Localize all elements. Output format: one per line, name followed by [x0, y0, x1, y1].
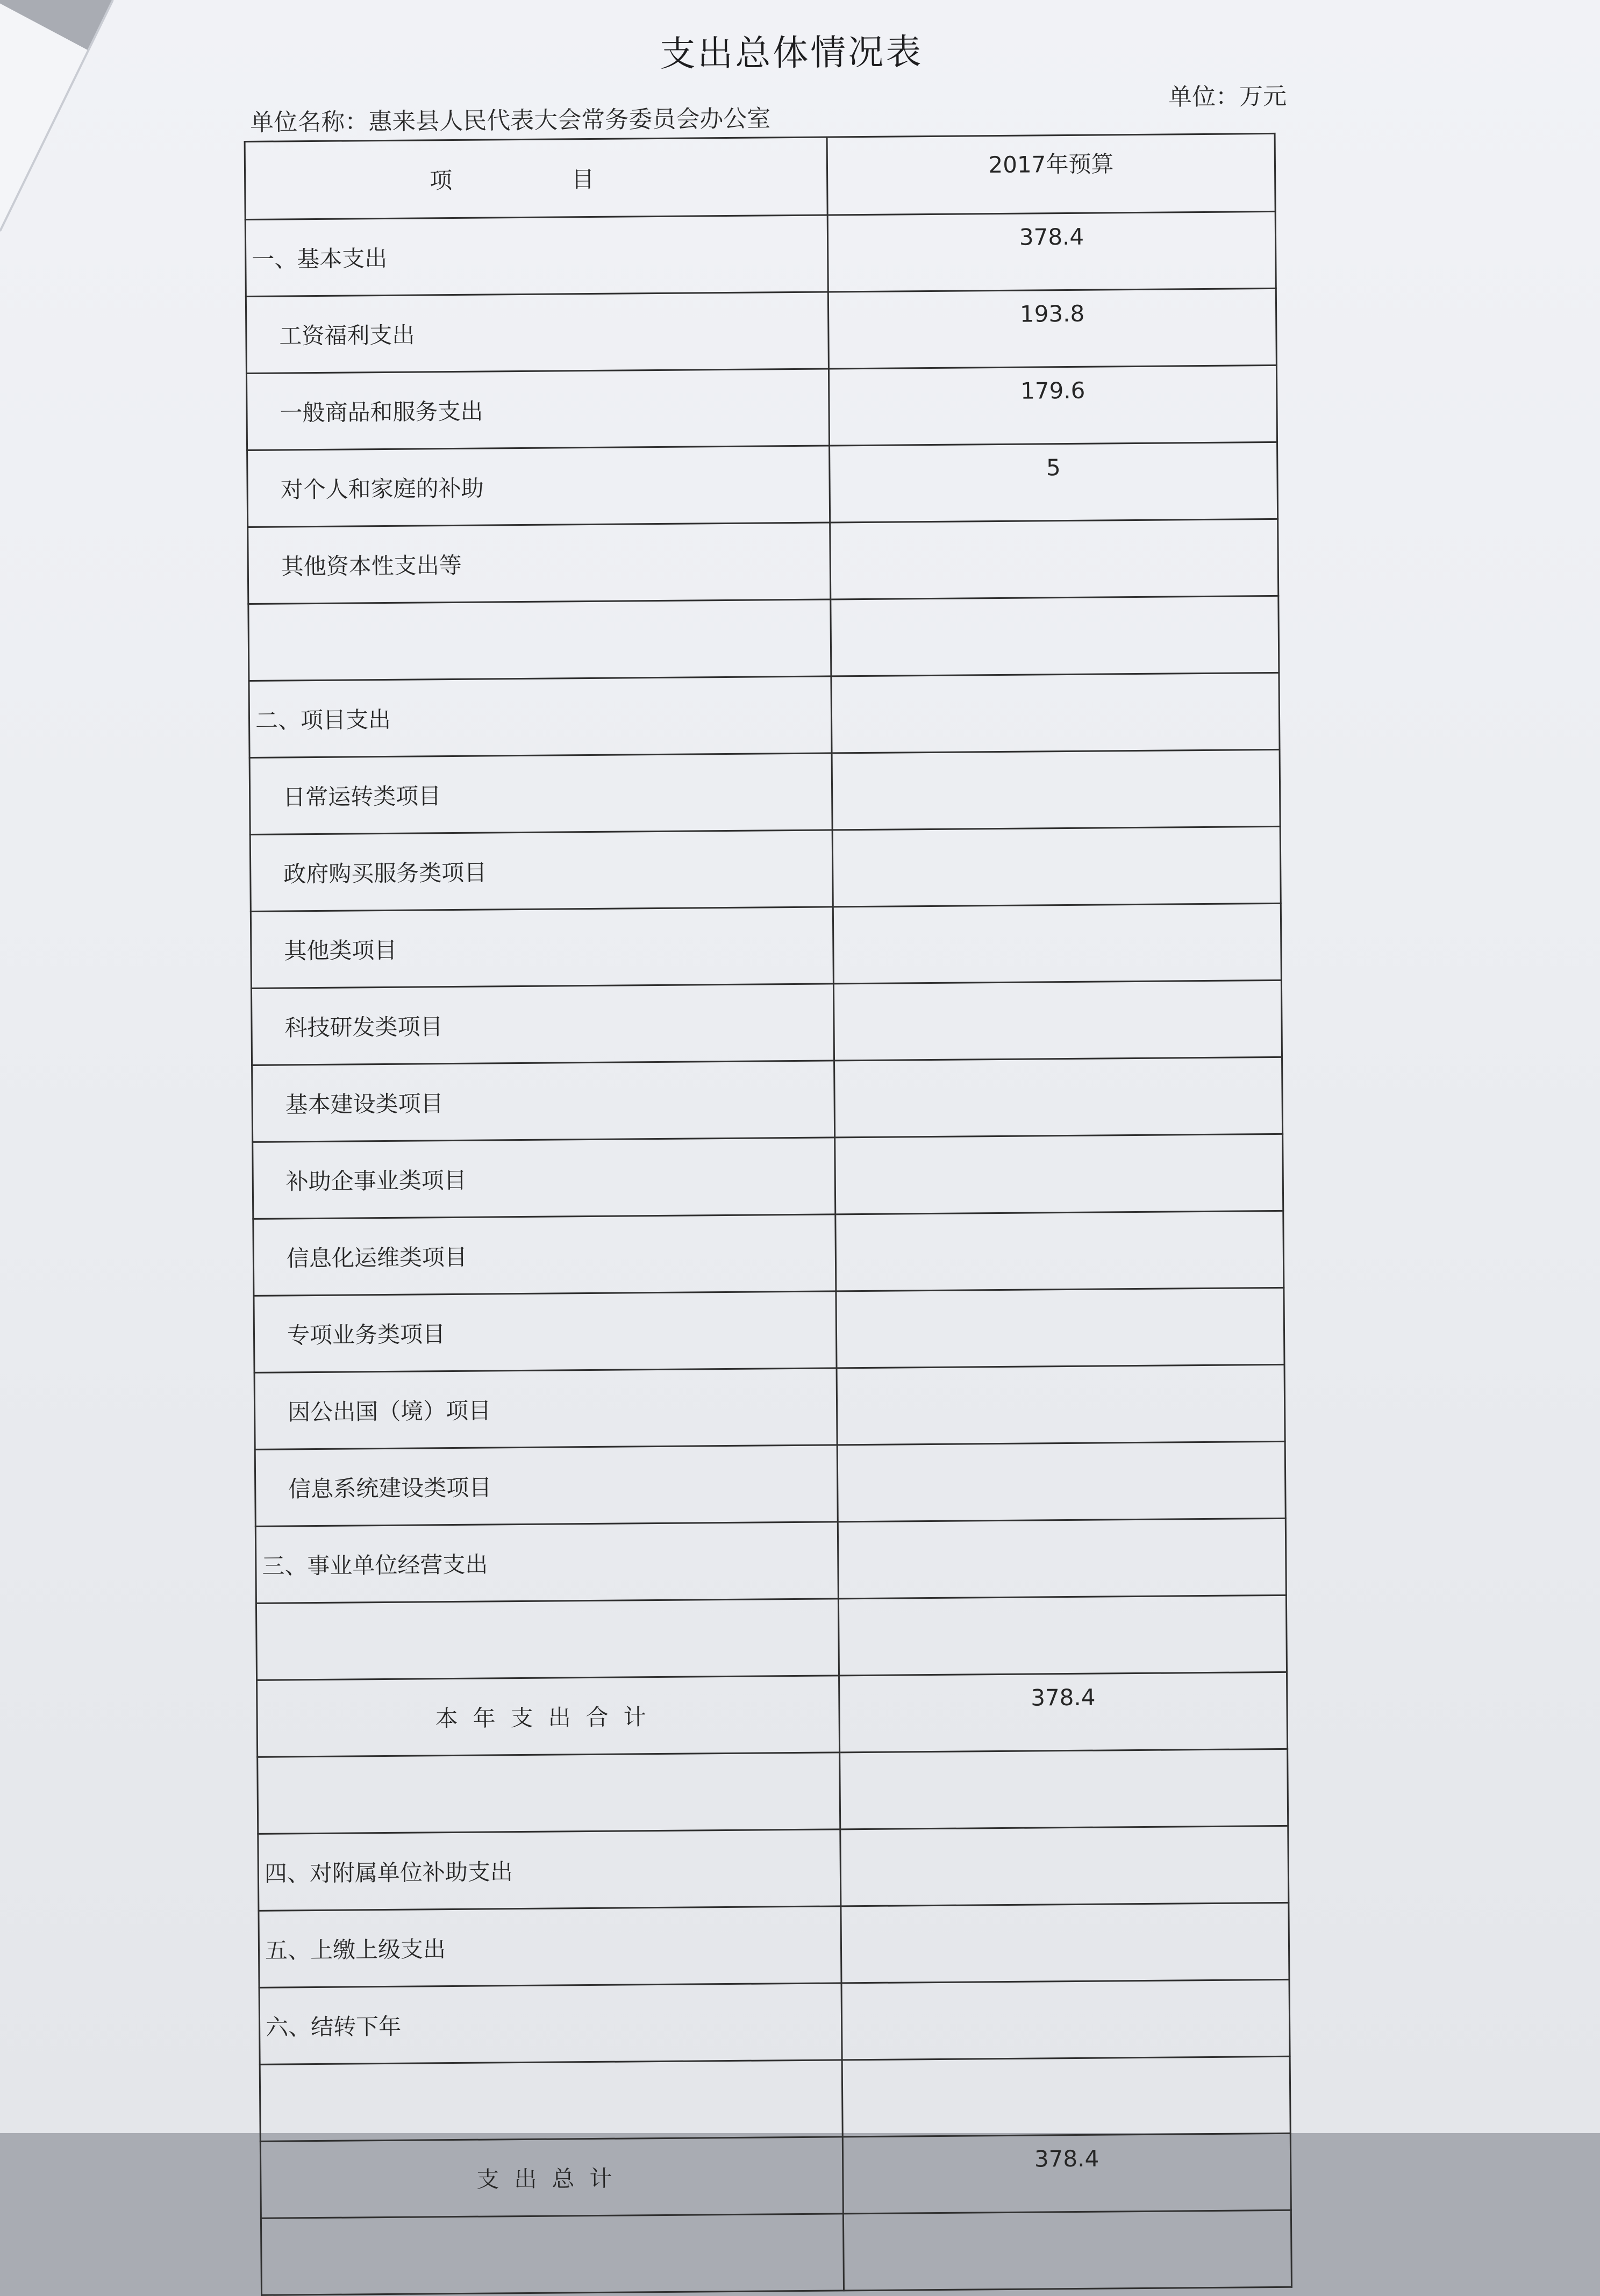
item-cell: 五、上缴上级支出 [259, 1906, 841, 1988]
document-title: 支出总体情况表 [660, 31, 924, 75]
item-cell: 信息化运维类项目 [253, 1214, 836, 1296]
value-cell [833, 980, 1282, 1061]
value-cell [832, 826, 1281, 907]
table-row [245, 211, 1276, 296]
table-row [249, 673, 1280, 757]
table-row [255, 1441, 1285, 1526]
table-row [252, 1057, 1283, 1142]
value-cell [838, 1595, 1287, 1676]
item-cell [260, 2060, 842, 2142]
value-cell [842, 2056, 1290, 2137]
item-cell: 一般商品和服务支出 [246, 369, 829, 450]
unit-name-label: 单位名称：惠来县人民代表大会常务委员会办公室 [250, 105, 771, 137]
item-cell: 因公出国（境）项目 [254, 1368, 837, 1450]
value-cell [840, 1749, 1288, 1829]
item-cell: 专项业务类项目 [254, 1291, 837, 1373]
document-content [243, 25, 1315, 2296]
table-row [254, 1288, 1284, 1372]
item-cell: 基本建设类项目 [252, 1061, 835, 1142]
table-row [246, 365, 1277, 450]
table-row [246, 288, 1276, 373]
value-cell: 378.4 [842, 2133, 1291, 2214]
table-row [250, 826, 1281, 911]
value-cell: 378.4 [839, 1672, 1288, 1753]
table-row [247, 442, 1278, 527]
item-cell: 信息系统建设类项目 [255, 1445, 838, 1527]
table-row [251, 980, 1282, 1065]
item-cell: 补助企事业类项目 [253, 1138, 835, 1219]
value-cell [841, 1979, 1290, 2060]
item-cell: 四、对附属单位补助支出 [258, 1829, 841, 1911]
table-row [256, 1595, 1287, 1680]
table-row [249, 749, 1280, 834]
item-cell [258, 1753, 840, 1834]
value-cell [831, 596, 1279, 676]
table-row [259, 1902, 1289, 1987]
item-cell: 支出总计 [260, 2137, 843, 2219]
table-header-row [245, 133, 1275, 219]
value-cell [840, 1826, 1289, 1906]
item-cell: 本年支出合计 [257, 1676, 840, 1757]
table-row [261, 2210, 1291, 2295]
item-cell: 日常运转类项目 [249, 753, 832, 835]
table-row [260, 2056, 1290, 2141]
item-cell: 其他资本性支出等 [248, 523, 831, 604]
value-cell: 193.8 [828, 288, 1276, 369]
table-row [253, 1134, 1283, 1219]
header-value-cell: 2017年预算 [827, 133, 1275, 215]
table-row [257, 1672, 1288, 1757]
value-cell: 179.6 [828, 365, 1277, 446]
table-row [254, 1364, 1285, 1449]
item-cell: 六、结转下年 [259, 1983, 842, 2065]
table-row [251, 903, 1281, 988]
value-cell [835, 1134, 1283, 1214]
value-cell [834, 1057, 1283, 1138]
item-cell [261, 2214, 844, 2295]
table-row [260, 2133, 1291, 2218]
table-row [255, 1518, 1286, 1603]
value-cell [841, 1902, 1289, 1983]
item-cell: 其他类项目 [251, 907, 833, 989]
value-cell: 378.4 [827, 211, 1276, 292]
value-cell [833, 903, 1281, 984]
value-cell [831, 673, 1280, 753]
value-cell: 5 [830, 442, 1278, 523]
table-row [259, 1979, 1290, 2064]
value-cell [836, 1288, 1284, 1368]
table-row [248, 519, 1278, 604]
value-cell [843, 2210, 1291, 2291]
item-cell: 二、项目支出 [249, 676, 832, 758]
value-cell [832, 749, 1280, 830]
item-cell: 政府购买服务类项目 [250, 830, 833, 912]
item-cell [256, 1599, 839, 1680]
item-cell: 三、事业单位经营支出 [255, 1522, 838, 1604]
item-cell [248, 599, 831, 681]
value-cell [837, 1441, 1285, 1522]
value-cell [830, 519, 1278, 599]
table-row [258, 1749, 1288, 1834]
item-cell: 工资福利支出 [246, 292, 828, 374]
expenditure-table [244, 133, 1292, 2296]
table-row [258, 1826, 1289, 1911]
header-item-cell: 项 目 [245, 137, 827, 220]
item-cell: 科技研发类项目 [251, 984, 834, 1065]
table-row [248, 596, 1279, 681]
table-row [253, 1211, 1284, 1296]
currency-unit-label: 单位：万元 [1168, 82, 1287, 111]
item-cell: 一、基本支出 [245, 215, 828, 297]
value-cell [838, 1518, 1286, 1599]
value-cell [835, 1211, 1284, 1291]
item-cell: 对个人和家庭的补助 [247, 446, 830, 527]
value-cell [837, 1364, 1285, 1445]
